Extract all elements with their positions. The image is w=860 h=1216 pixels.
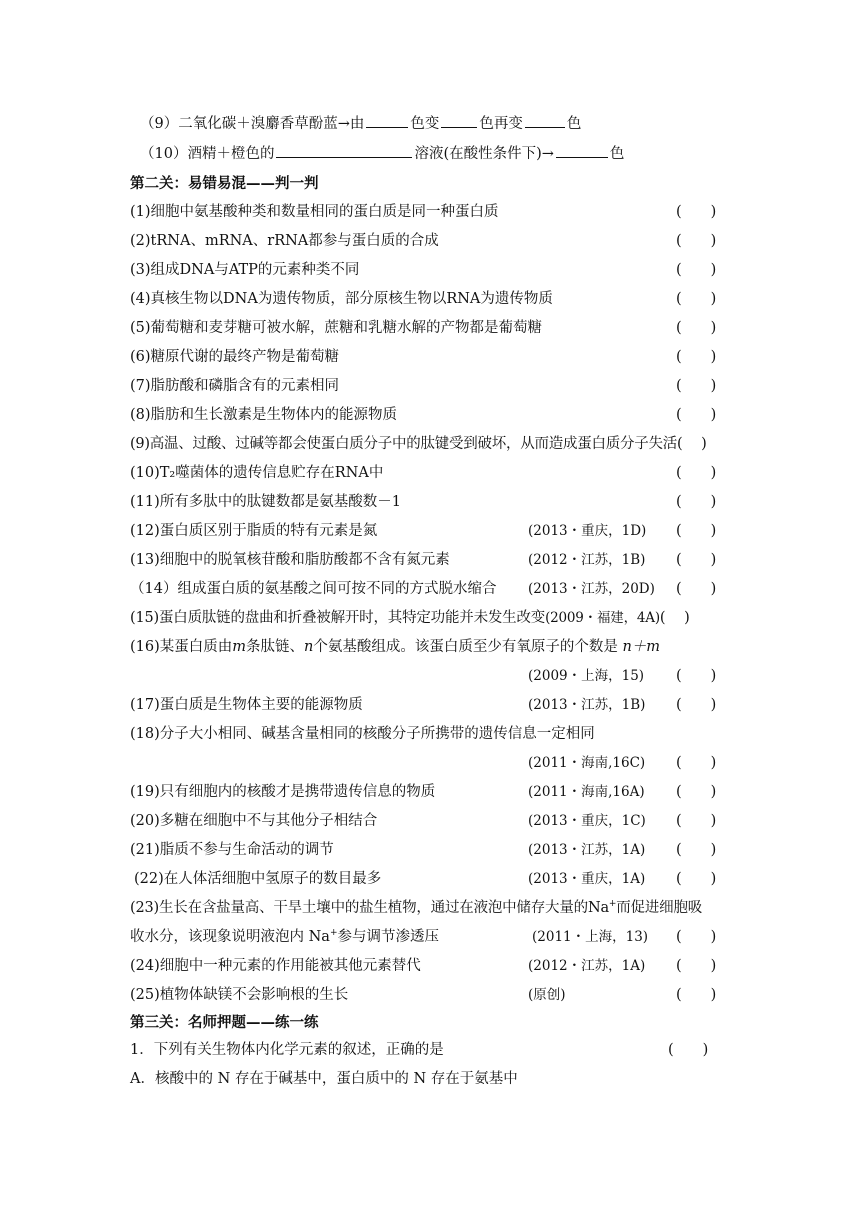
judge-item-24: (24)细胞中一种元素的作用能被其他元素替代: [130, 958, 421, 974]
answer-blank[interactable]: [525, 113, 565, 128]
judge-item-17: (17)蛋白质是生物体主要的能源物质: [130, 697, 363, 713]
fill-item-9: [140, 113, 581, 134]
answer-paren[interactable]: ( ): [676, 842, 717, 858]
judge-item-23-text: (23)生长在含盐量高、干旱土壤中的盐生植物，通过在液泡中储存大量的Na: [130, 900, 609, 916]
answer-paren[interactable]: ( ): [676, 871, 717, 887]
answer-blank[interactable]: [276, 143, 412, 158]
judge-item-12: (12)蛋白质区别于脂质的特有元素是氮: [130, 523, 378, 539]
source-citation: (2009・上海，15): [528, 668, 645, 684]
answer-paren[interactable]: ( ): [676, 987, 717, 1003]
fill-item-9-part2: 色变: [410, 116, 440, 132]
judge-item-19: (19)只有细胞内的核酸才是携带遗传信息的物质: [130, 784, 436, 800]
answer-paren[interactable]: ( ): [676, 552, 717, 568]
judge-item-13: (13)细胞中的脱氧核苷酸和脂肪酸都不含有氮元素: [130, 552, 450, 568]
answer-paren[interactable]: ( ): [676, 813, 717, 829]
fill-item-10-part2: 溶液(在酸性条件下)→: [414, 146, 554, 162]
answer-paren[interactable]: ( ): [676, 465, 717, 481]
source-citation: (2013・重庆，1C): [528, 813, 646, 829]
answer-paren[interactable]: ( ): [676, 581, 717, 597]
judge-item-25: (25)植物体缺镁不会影响根的生长: [130, 987, 349, 1003]
answer-paren[interactable]: ( ): [676, 291, 717, 307]
answer-paren[interactable]: ( ): [668, 1042, 709, 1058]
source-citation: (2013・江苏，1B): [528, 697, 646, 713]
judge-item-23-line-2b: 参与调节渗透压: [337, 929, 439, 945]
judge-item-10-text: T₂噬菌体的遗传信息贮存在RNA中: [159, 465, 384, 481]
answer-blank[interactable]: [556, 143, 608, 158]
judge-item-15: [130, 608, 690, 628]
answer-paren[interactable]: ( ): [676, 494, 717, 510]
answer-paren[interactable]: ( ): [676, 320, 717, 336]
answer-blank[interactable]: [441, 113, 477, 128]
superscript-plus: +: [608, 899, 617, 910]
judge-item-23-line-2: [130, 927, 439, 947]
fill-item-9-part3: 色再变: [479, 116, 523, 132]
variable-n: n: [304, 639, 314, 655]
source-citation: (2011・海南,16C): [528, 755, 646, 771]
judge-item-14: （14）组成蛋白质的氨基酸之间可按不同的方式脱水缩合: [130, 581, 497, 597]
answer-paren[interactable]: ( ): [676, 668, 717, 684]
fill-item-9-part4: 色: [566, 116, 582, 132]
judge-item-4: (4)真核生物以DNA为遗传物质，部分原核生物以RNA为遗传物质: [130, 291, 553, 307]
answer-paren[interactable]: ( ): [676, 958, 717, 974]
source-citation: (原创): [528, 987, 566, 1003]
answer-paren[interactable]: ( ): [676, 755, 717, 771]
answer-paren[interactable]: ( ): [676, 204, 717, 220]
source-citation: (2011・海南,16A): [528, 784, 645, 800]
judge-item-5: (5)葡萄糖和麦芽糖可被水解，蔗糖和乳糖水解的产物都是葡萄糖: [130, 320, 543, 336]
answer-paren[interactable]: ( ): [659, 610, 690, 626]
answer-paren[interactable]: ( ): [676, 784, 717, 800]
fill-item-10: [140, 143, 624, 164]
judge-item-11: (11)所有多肽中的肽键数都是氨基酸数－1: [130, 494, 401, 510]
answer-paren[interactable]: ( ): [676, 407, 717, 423]
question-1-option-a[interactable]: A．核酸中的 N 存在于碱基中，蛋白质中的 N 存在于氨基中: [130, 1071, 518, 1087]
judge-item-3: (3)组成DNA与ATP的元素种类不同: [130, 262, 360, 278]
source-citation: (2011・上海，13): [532, 929, 649, 945]
section2-heading: 第二关：易错易混——判一判: [130, 176, 319, 192]
question-1: 1．下列有关生物体内化学元素的叙述，正确的是: [130, 1042, 444, 1058]
variable-m: m: [232, 639, 247, 655]
answer-paren[interactable]: ( ): [677, 436, 707, 452]
judge-item-15-text: (15)蛋白质肽链的盘曲和折叠被解开时，其特定功能并未发生改变: [130, 610, 546, 626]
judge-item-9-text: (9)高温、过酸、过碱等都会使蛋白质分子中的肽键受到破坏，从而造成蛋白质分子失活: [130, 436, 678, 452]
fill-item-9-prefix: （9）二氧化碳＋溴麝香草酚蓝→由: [140, 116, 365, 132]
judge-item-23-tail: 而促进细胞吸: [616, 900, 703, 916]
judge-item-23: [130, 898, 702, 918]
judge-item-7: (7)脂肪酸和磷脂含有的元素相同: [130, 378, 340, 394]
source-citation: (2013・重庆，1D): [528, 523, 647, 539]
judge-item-16-text: (16)某蛋白质由: [130, 639, 233, 655]
source-citation: (2009・福建，4A): [545, 610, 660, 626]
source-citation: (2013・江苏，20D): [528, 581, 655, 597]
judge-item-16-text-3: 个氨基酸组成。该蛋白质至少有氧原子的个数是: [313, 639, 618, 655]
judge-item-6: (6)糖原代谢的最终产物是葡萄糖: [130, 349, 340, 365]
judge-item-22: (22)在人体活细胞中氢原子的数目最多: [134, 871, 382, 887]
source-citation: (2013・江苏，1A): [528, 842, 646, 858]
superscript-plus: +: [329, 928, 338, 939]
judge-item-9: [130, 434, 706, 454]
judge-item-10-number: (10): [130, 465, 160, 481]
answer-paren[interactable]: ( ): [676, 697, 717, 713]
judge-item-1: (1)细胞中氨基酸种类和数量相同的蛋白质是同一种蛋白质: [130, 204, 499, 220]
answer-paren[interactable]: ( ): [676, 262, 717, 278]
source-citation: (2013・重庆，1A): [528, 871, 646, 887]
answer-paren[interactable]: ( ): [676, 349, 717, 365]
answer-paren[interactable]: ( ): [676, 233, 717, 249]
section3-heading: 第三关：名师押题——练一练: [130, 1015, 319, 1031]
answer-paren[interactable]: ( ): [676, 523, 717, 539]
judge-item-21: (21)脂质不参与生命活动的调节: [130, 842, 334, 858]
judge-item-8: (8)脂肪和生长激素是生物体内的能源物质: [130, 407, 398, 423]
judge-item-23-line-2a: 收水分，该现象说明液泡内 Na: [130, 929, 330, 945]
judge-item-2: (2)tRNA、mRNA、rRNA都参与蛋白质的合成: [130, 233, 439, 249]
judge-item-18: (18)分子大小相同、碱基含量相同的核酸分子所携带的遗传信息一定相同: [130, 726, 595, 742]
judge-item-20: (20)多糖在细胞中不与其他分子相结合: [130, 813, 378, 829]
judge-item-16-text-2: 条肽链、: [246, 639, 305, 655]
answer-paren[interactable]: ( ): [676, 929, 717, 945]
judge-item-16: [130, 637, 660, 657]
fill-item-10-part3: 色: [609, 146, 625, 162]
answer-expression: n＋m: [622, 639, 661, 655]
answer-blank[interactable]: [366, 113, 408, 128]
source-citation: (2012・江苏，1B): [528, 552, 646, 568]
judge-item-10: [130, 463, 383, 483]
fill-item-10-prefix: （10）酒精＋橙色的: [140, 146, 275, 162]
answer-paren[interactable]: ( ): [676, 378, 717, 394]
source-citation: (2012・江苏，1A): [528, 958, 646, 974]
